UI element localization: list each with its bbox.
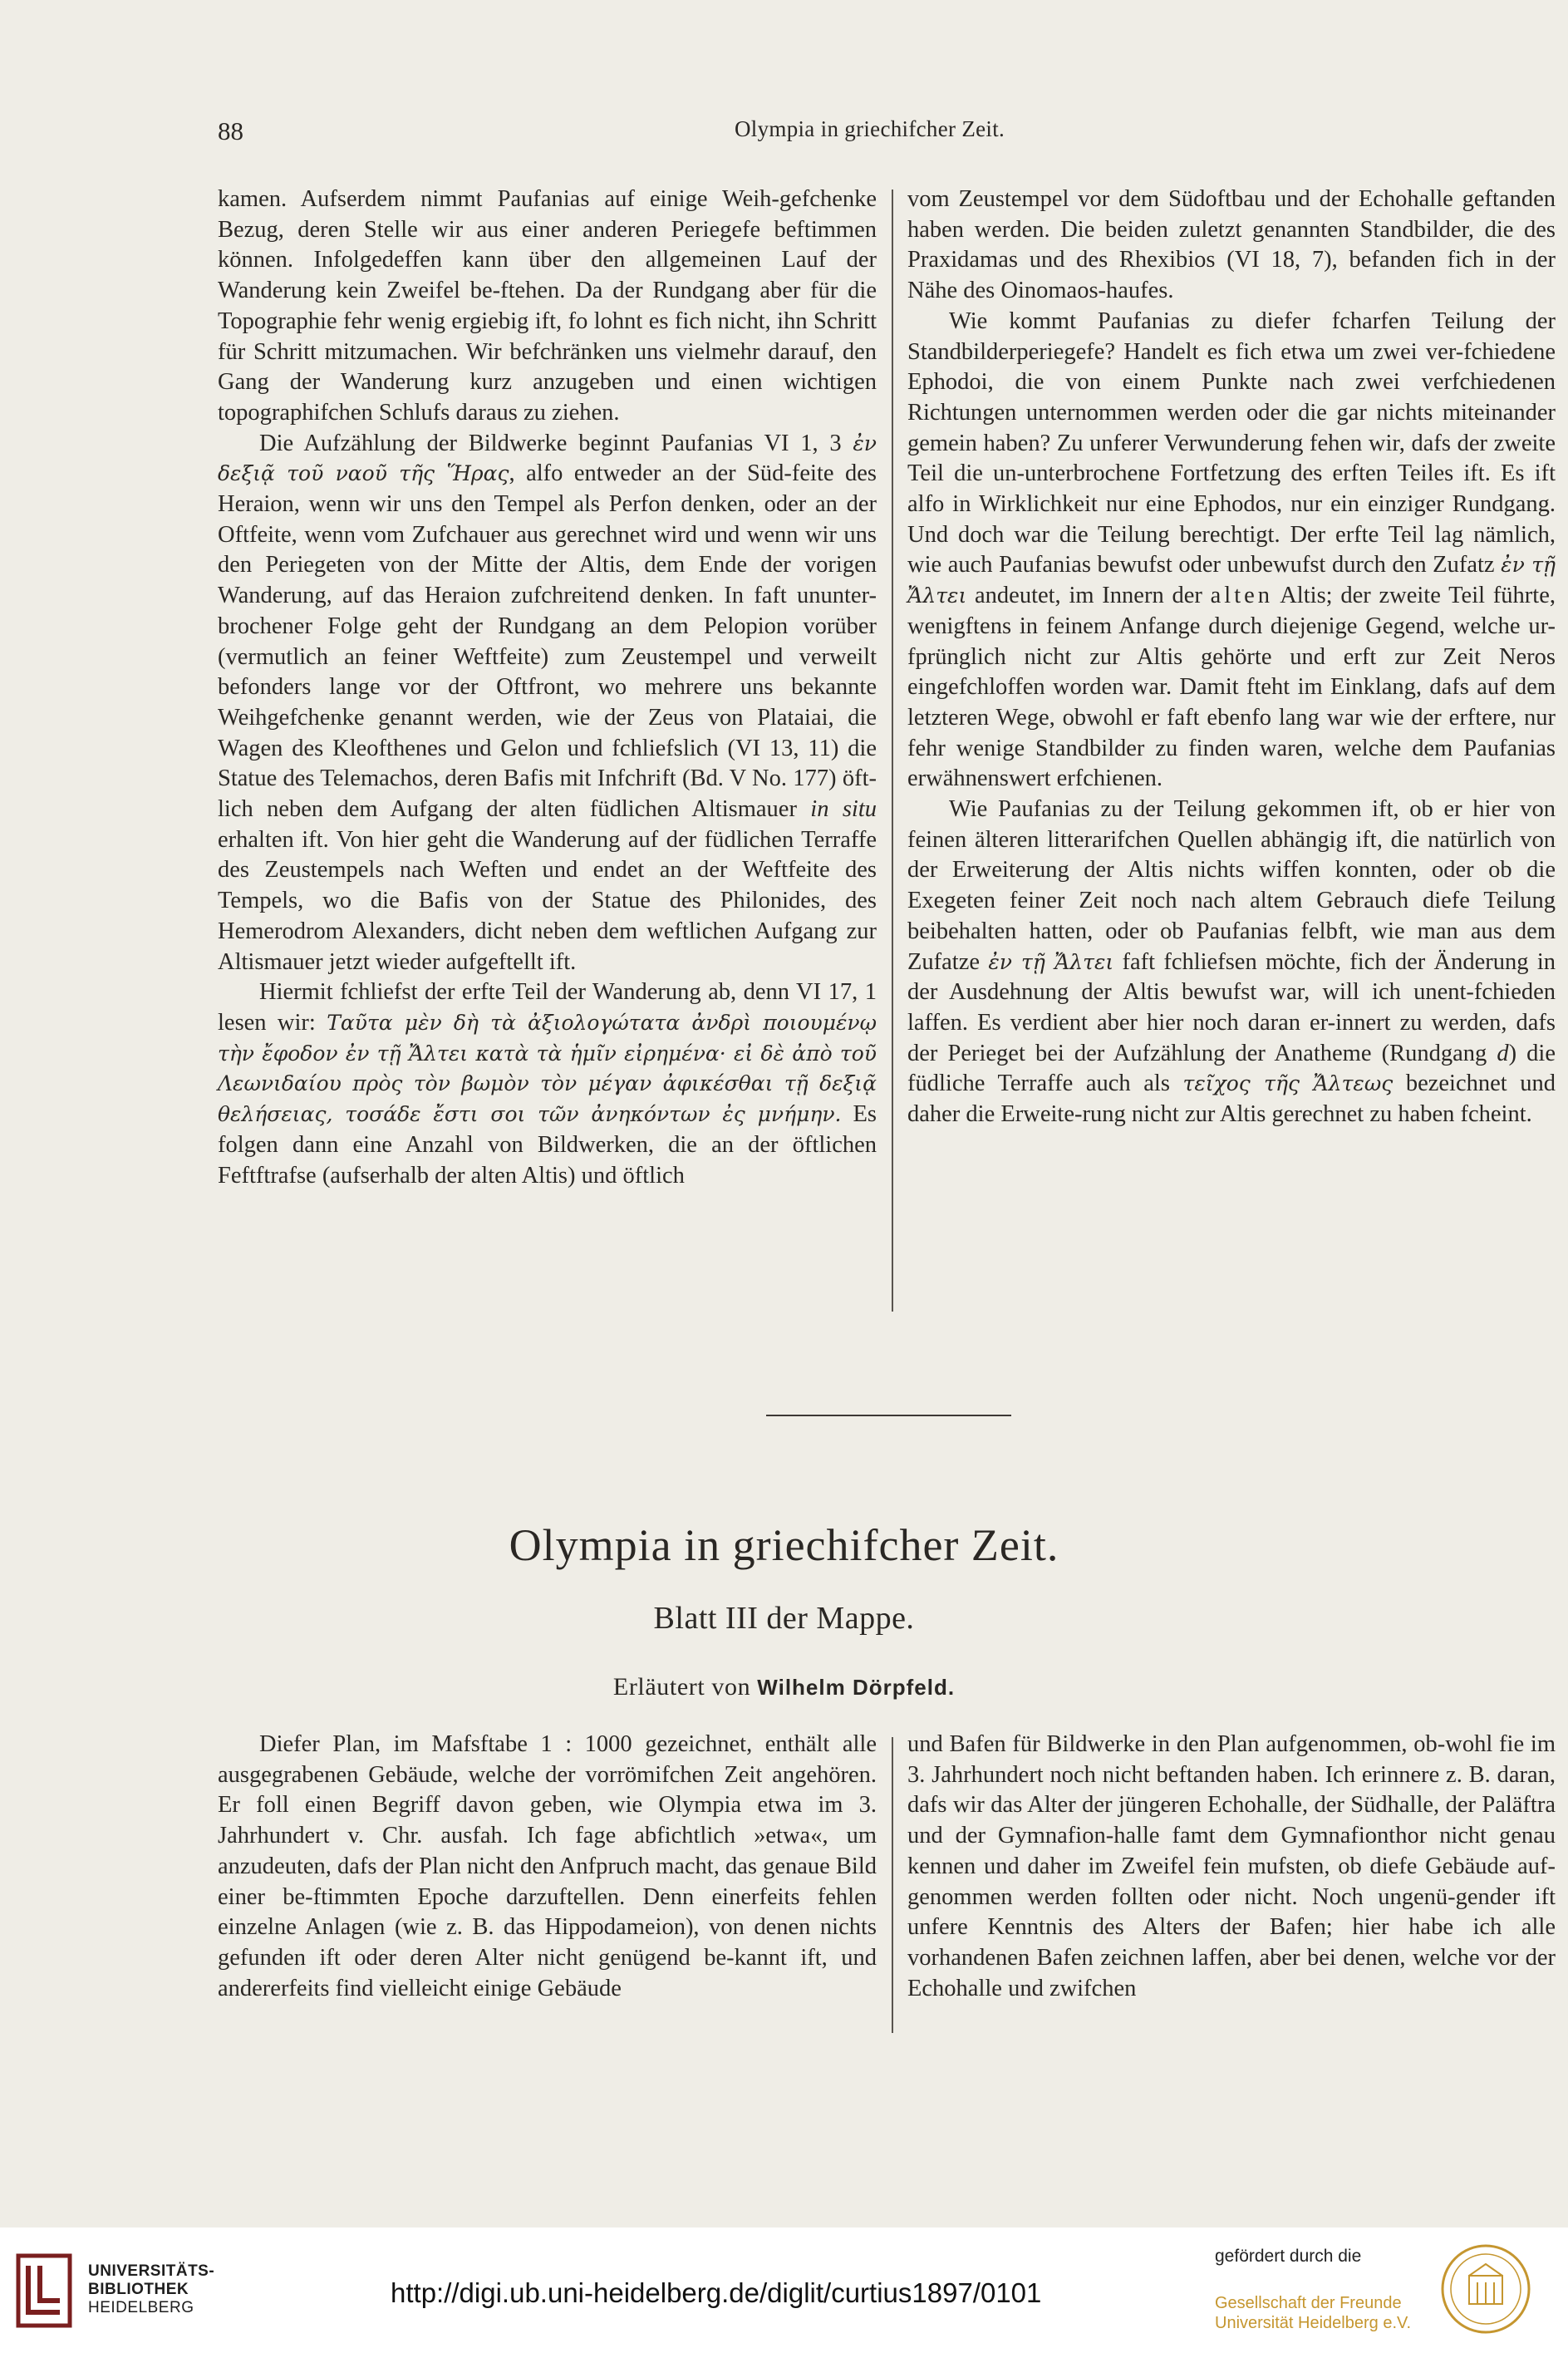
library-line-3: HEIDELBERG xyxy=(88,2299,194,2316)
sponsor-name xyxy=(1215,2293,1411,2333)
running-title: Olympia in griechifcher Zeit. xyxy=(735,116,1005,141)
library-line-1: UNIVERSITÄTS- xyxy=(88,2262,215,2280)
section-author-line xyxy=(0,1673,1568,1701)
sponsor-line-1: Gesellschaft der Freunde xyxy=(1215,2294,1402,2312)
paragraph: Wie Paufanias zu der Teilung gekommen ift, ob er hier von feinen älteren litterarifchen Quellen abhängig ift, die natürlich von der Erweiterung der Altis nichts wiffen konnten, oder ob die Exegeten feiner Zeit noch nach altem Gebrauch diefe Teilung beibehalten hatten, oder ob Paufanias felbft, wie man aus dem Zufatze ἐν τῇ Ἄλτει faft fchliefsen möchte, fich der Änderung in der Ausdehnung der Altis bewufst war, will ich unent-fchieden laffen. Es verdient aber hier noch daran er-innert zu werden, dafs der Perieget bei der Aufzählung der Anatheme (Rundgang d) die füdliche Terraffe auch als τεῖχος τῆς Ἄλτεως bezeichnet und daher die Erweite-rung nicht zur Altis gerechnet zu haben fcheint. xyxy=(907,796,1556,1128)
column-divider-lower xyxy=(892,1737,893,2033)
digital-collection-link[interactable]: http://digi.ub.uni-heidelberg.de/diglit/curtius1897/0101 xyxy=(391,2277,1042,2308)
upper-right-column xyxy=(907,185,1556,1130)
column-divider-upper xyxy=(892,190,893,1312)
paragraph: Die Aufzählung der Bildwerke beginnt Paufanias VI 1, 3 ἐν δεξιᾷ τοῦ ναοῦ τῆς Ἥρας, alfo entweder an der Süd-feite des Heraion, wenn wir uns den Tempel als Perfon denken, oder an der Oftfeite, wenn vom Zufchauer aus gerechnet wird und wenn wir uns den Periegeten von der Mitte der Altis, dem Ende der vorigen Wanderung, auf das Heraion zufchreitend denken. In faft ununter-brochener Folge geht der Rundgang an dem Pelopion vorüber (vermutlich an feiner Weftfeite) zum Zeustempel und verweilt befonders lange vor der Oftfront, wo mehrere uns bekannte Weihgefchenke genannt werden, wie der Zeus von Plataiai, die Wagen des Kleofthenes und Gelon und fchliefslich (VI 13, 11) die Statue des Telemachos, deren Bafis mit Infchrift (Bd. V No. 177) öft-lich neben dem Aufgang der alten füdlichen Altismauer in situ erhalten ift. Von hier geht die Wanderung auf der füdlichen Terraffe des Zeustempels nach Weften und endet an der Weftfeite des Tempels, wo die Bafis von der Statue des Philonides, des Hemerodrom Alexanders, dicht neben dem weftlichen Aufgang zur Altismauer jetzt wieder aufgeftellt ift. xyxy=(218,430,877,975)
paragraph: Hiermit fchliefst der erfte Teil der Wanderung ab, denn VI 17, 1 lesen wir: Ταῦτα μὲν δὴ τὰ ἀξιολογώτατα ἀνδρὶ ποιουμένῳ τὴν ἔφοδον ἐν τῇ Ἄλτει κατὰ τὰ ἡμῖν εἰρημένα· εἰ δὲ ἀπὸ τοῦ Λεωνιδαίου πρὸς τὸν βωμὸν τὸν μέγαν ἀφικέσθαι τῇ δεξιᾷ θελήσειας, τοσάδε ἔστι σοι τῶν ἀνηκόντων ἐς μνήμην. Es folgen dann eine Anzahl von Bildwerken, die an der öftlichen Feftftrafse (aufserhalb der alten Altis) und öftlich xyxy=(218,979,877,1189)
sponsor-line-2: Universität Heidelberg e.V. xyxy=(1215,2314,1412,2332)
sponsor-label: gefördert durch die xyxy=(1215,2247,1362,2266)
paragraph: Diefer Plan, im Mafsftabe 1 : 1000 gezeichnet, enthält alle ausgegrabenen Gebäude, welche der vorrömifchen Zeit angehören. Er foll einen Begriff davon geben, wie Olympia etwa im 3. Jahrhundert v. Chr. ausfah. Ich fage abfichtlich »etwa«, um anzudeuten, dafs der Plan nicht den Anfpruch macht, das genaue Bild einer be-ftimmten Epoche darzuftellen. Denn einerfeits fehlen einzelne Anlagen (wie z. B. das Hippodameion), von denen nichts gefunden ift oder deren Alter nicht genügend be-kannt ift, und andererfeits find vielleicht einige Gebäude xyxy=(218,1731,877,2001)
library-logo-icon xyxy=(15,2252,73,2329)
section-title: Olympia in griechifcher Zeit. xyxy=(509,1520,1059,1570)
lower-left-column xyxy=(218,1730,877,2004)
paragraph: kamen. Aufserdem nimmt Paufanias auf einige Weih-gefchenke Bezug, deren Stelle wir aus einer anderen Periegefe beftimmen können. Infolgedeffen kann über den allgemeinen Lauf der Wanderung kein Zweifel be-ftehen. Da der Rundgang aber für die Topographie fehr wenig ergiebig ift, fo lohnt es fich nicht, ihn Schritt für Schritt mitzumachen. Wir befchränken uns vielmehr darauf, den Gang der Wanderung kurz anzugeben und einen wichtigen topographifchen Schlufs daraus zu ziehen. xyxy=(218,186,877,426)
paragraph: Wie kommt Paufanias zu diefer fcharfen Teilung der Standbilderperiegefe? Handelt es fich etwa um zwei ver-fchiedene Ephodoi, die von einem Punkte nach zwei verfchiedenen Richtungen unternommen werden oder die gar nichts miteinander gemein haben? Zu unferer Verwunderung fehen wir, dafs der zweite Teil die un-unterbrochene Fortfetzung des erften Teiles ift. Es ift alfo in Wirklichkeit nur eine Ephodos, nur ein einziger Rundgang. Und doch war die Teilung berechtigt. Der erfte Teil lag nämlich, wie auch Paufanias bewufst oder unbewufst durch den Zufatz ἐν τῇ Ἄλτει andeutet, im Innern der alten Altis; der zweite Teil führte, wenigftens in feinem Anfange durch diejenige Gegend, welche ur-fprünglich nicht zur Altis gehörte und erft zur Zeit Neros eingefchloffen worden war. Damit fteht im Einklang, dafs auf dem letzteren Wege, obwohl er faft ebenfo lang war wie der erftere, nur fehr wenige Standbilder zu finden waren, welche dem Paufanias erwähnenswert erfchienen. xyxy=(907,308,1556,792)
author-prefix: Erläutert von xyxy=(612,1673,751,1701)
library-name xyxy=(88,2262,214,2317)
paragraph: vom Zeustempel vor dem Südoftbau und der Echohalle geftanden haben werden. Die beiden zuletzt genannten Standbilder, die des Praxidamas und des Rhexibios (VI 18, 7), befanden fich in der Nähe des Oinomaos-haufes. xyxy=(907,186,1556,304)
section-subtitle: Blatt III der Mappe. xyxy=(653,1601,915,1636)
lower-right-column xyxy=(907,1730,1556,2004)
section-separator-rule xyxy=(766,1415,1011,1416)
upper-left-column xyxy=(218,185,877,1191)
society-seal-icon xyxy=(1439,2242,1532,2336)
paragraph: und Bafen für Bildwerke in den Plan aufgenommen, ob-wohl fie im 3. Jahrhundert noch nicht beftanden haben. Ich erinnere z. B. daran, dafs wir das Alter der jüngeren Echohalle, der Südhalle, der Paläftra und der Gymnafion-halle famt dem Gymnafionthor nicht genau kennen und daher im Zweifel fein mufsten, ob diefe Gebäude auf-genommen werden follten oder nicht. Noch ungenü-gender ift unfere Kenntnis des Alters der Bafen; hier habe ich alle vorhandenen Bafen zeichnen laffen, aber bei denen, welche vor der Echohalle und zwifchen xyxy=(907,1731,1556,2001)
digitization-footer xyxy=(0,2227,1568,2353)
page-number: 88 xyxy=(218,116,243,145)
author-name: Wilhelm Dörpfeld. xyxy=(757,1675,956,1700)
library-line-2: BIBLIOTHEK xyxy=(88,2281,189,2298)
